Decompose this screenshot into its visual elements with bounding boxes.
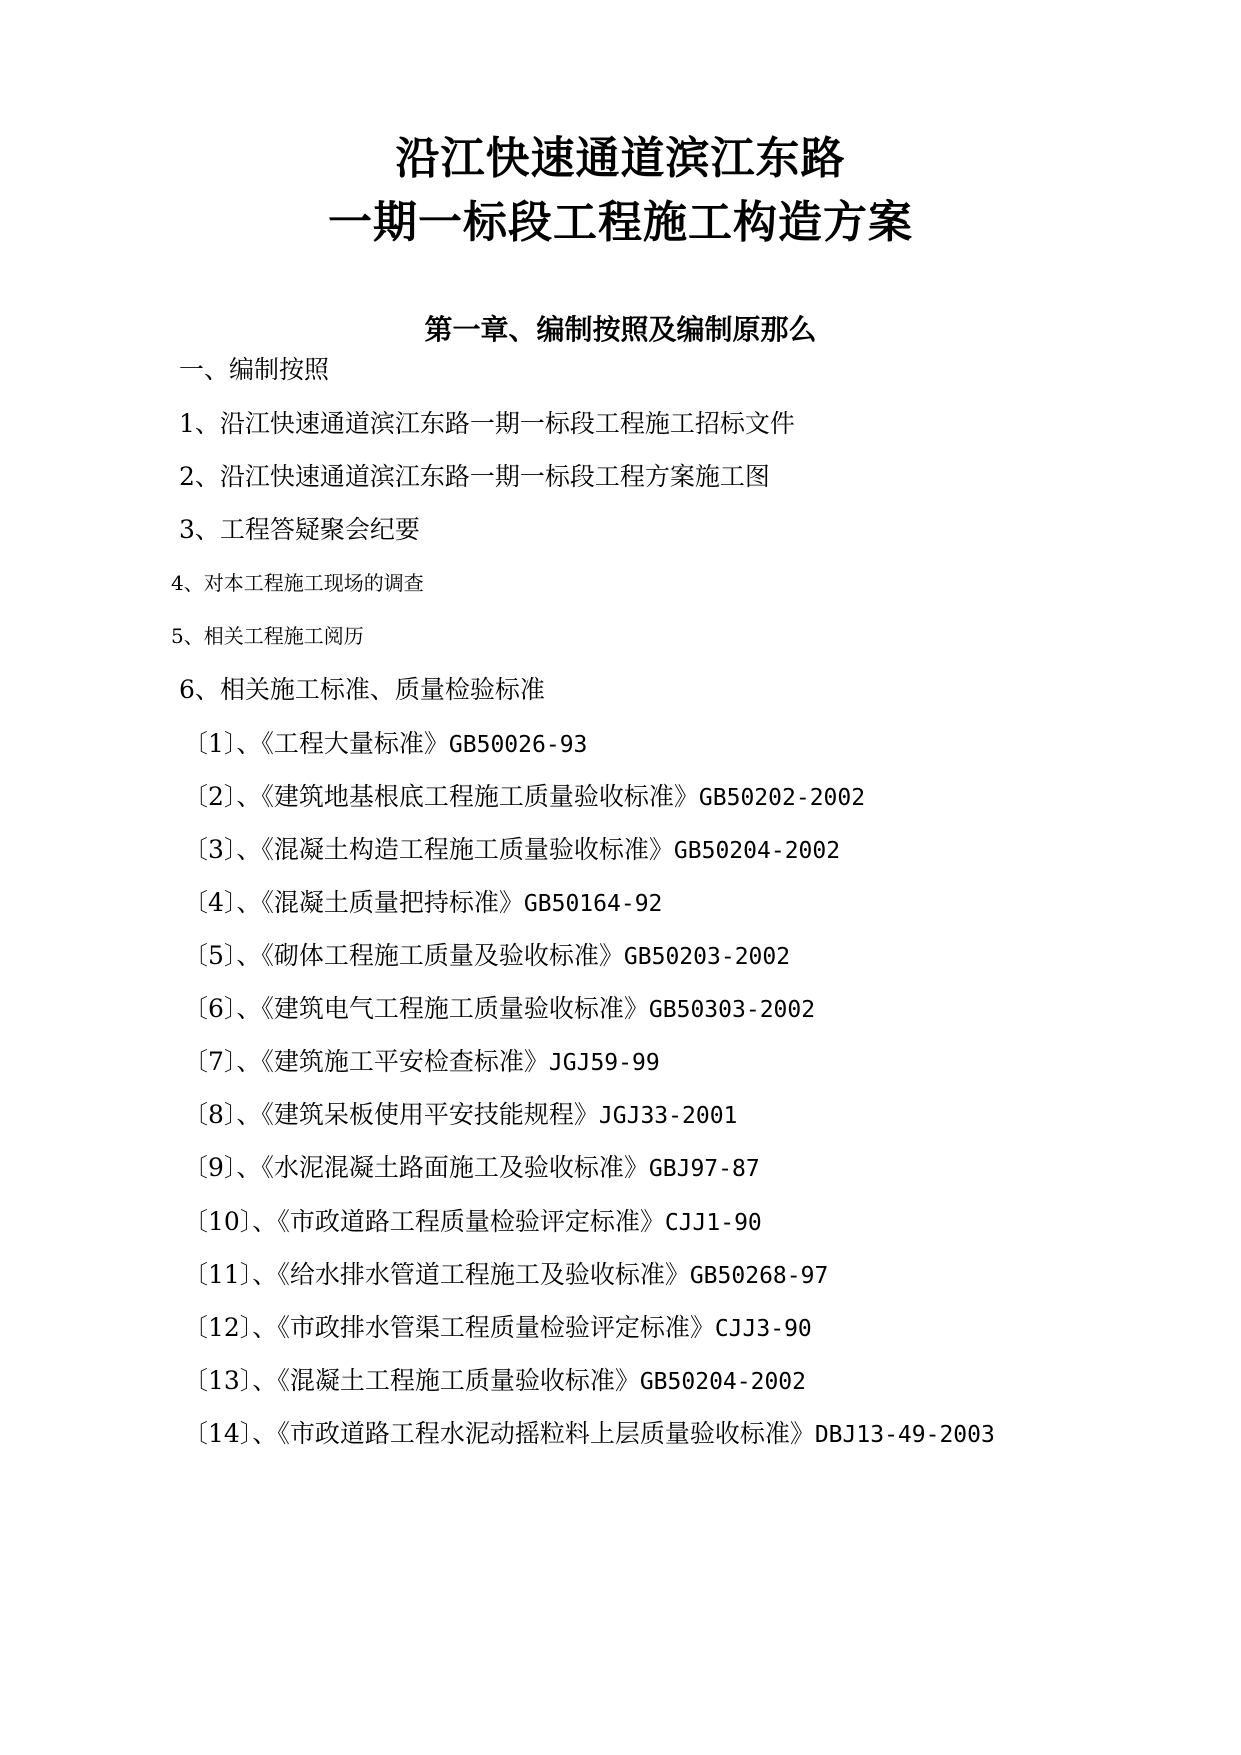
standard-name: 《市政道路工程质量检验评定标准》 [277,1207,665,1236]
standard-name: 《水泥混凝土路面施工及验收标准》 [261,1153,649,1182]
basis-item-2: 2、沿江快速通道滨江东路一期一标段工程方案施工图 [179,462,770,491]
standard-item [183,1100,737,1131]
standard-item [183,782,865,813]
standard-name: 《建筑施工平安检查标准》 [261,1047,549,1076]
standard-index: 〔12〕、 [183,1313,278,1342]
standard-name: 《建筑呆板使用平安技能规程》 [261,1100,599,1129]
standard-index: 〔14〕、 [183,1419,278,1448]
standard-index: 〔2〕、 [183,782,262,811]
standard-index: 〔3〕、 [183,835,262,864]
chapter-heading: 第一章、编制按照及编制原那么 [424,313,817,346]
standard-code: CJJ3-90 [714,1316,812,1342]
document-title-line-2: 一期一标段工程施工构造方案 [328,197,913,248]
document-title-line-1: 沿江快速通道滨江东路 [395,133,846,184]
basis-item-5: 5、相关工程施工阅历 [171,624,364,648]
standard-name: 《工程大量标准》 [261,729,449,758]
section-heading: 一、编制按照 [179,355,330,384]
standard-item [183,1313,812,1344]
standard-code: JGJ59-99 [548,1050,660,1076]
standard-name: 《市政排水管渠工程质量检验评定标准》 [277,1313,715,1342]
standard-code: GB50164-92 [523,891,663,917]
standard-index: 〔13〕、 [183,1366,278,1395]
standard-item [183,1419,995,1450]
standard-item [183,994,815,1025]
standard-code: GB50204-2002 [673,838,841,864]
standard-name: 《给水排水管道工程施工及验收标准》 [277,1260,690,1289]
standard-code: DBJ13-49-2003 [814,1422,995,1448]
basis-item-1: 1、沿江快速通道滨江东路一期一标段工程施工招标文件 [179,409,795,438]
standard-index: 〔7〕、 [183,1047,262,1076]
basis-item-3: 3、工程答疑聚会纪要 [179,515,420,544]
standard-index: 〔6〕、 [183,994,262,1023]
standard-index: 〔9〕、 [183,1153,262,1182]
standard-name: 《混凝土质量把持标准》 [261,888,524,917]
standard-code: GB50203-2002 [623,944,791,970]
standard-item [183,1047,660,1078]
standard-code: GB50303-2002 [648,997,816,1023]
basis-item-6: 6、相关施工标准、质量检验标准 [179,675,545,704]
standard-code: GBJ97-87 [648,1156,760,1182]
standard-name: 《砌体工程施工质量及验收标准》 [261,941,624,970]
standard-index: 〔8〕、 [183,1100,262,1129]
standard-item [183,941,790,972]
standard-item [183,1366,806,1397]
standard-code: CJJ1-90 [664,1210,762,1236]
standard-name: 《建筑电气工程施工质量验收标准》 [261,994,649,1023]
standard-code: JGJ33-2001 [598,1103,738,1129]
standard-code: GB50026-93 [448,732,588,758]
standard-index: 〔4〕、 [183,888,262,917]
standard-name: 《建筑地基根底工程施工质量验收标准》 [261,782,699,811]
standard-index: 〔10〕、 [183,1207,278,1236]
standard-index: 〔5〕、 [183,941,262,970]
standard-code: GB50268-97 [689,1263,829,1289]
standard-item [183,888,662,919]
standard-item [183,1260,828,1291]
standard-name: 《混凝土构造工程施工质量验收标准》 [261,835,674,864]
standard-item [183,1153,760,1184]
standard-index: 〔11〕、 [183,1260,278,1289]
standard-name: 《市政道路工程水泥动摇粒料上层质量验收标准》 [277,1419,815,1448]
standard-item [183,835,840,866]
standard-item [183,1207,762,1238]
standard-name: 《混凝土工程施工质量验收标准》 [277,1366,640,1395]
basis-item-4: 4、对本工程施工现场的调查 [171,571,424,595]
standard-item [183,729,587,760]
standard-code: GB50202-2002 [698,785,866,811]
standard-code: GB50204-2002 [639,1369,806,1395]
standard-index: 〔1〕、 [183,729,262,758]
